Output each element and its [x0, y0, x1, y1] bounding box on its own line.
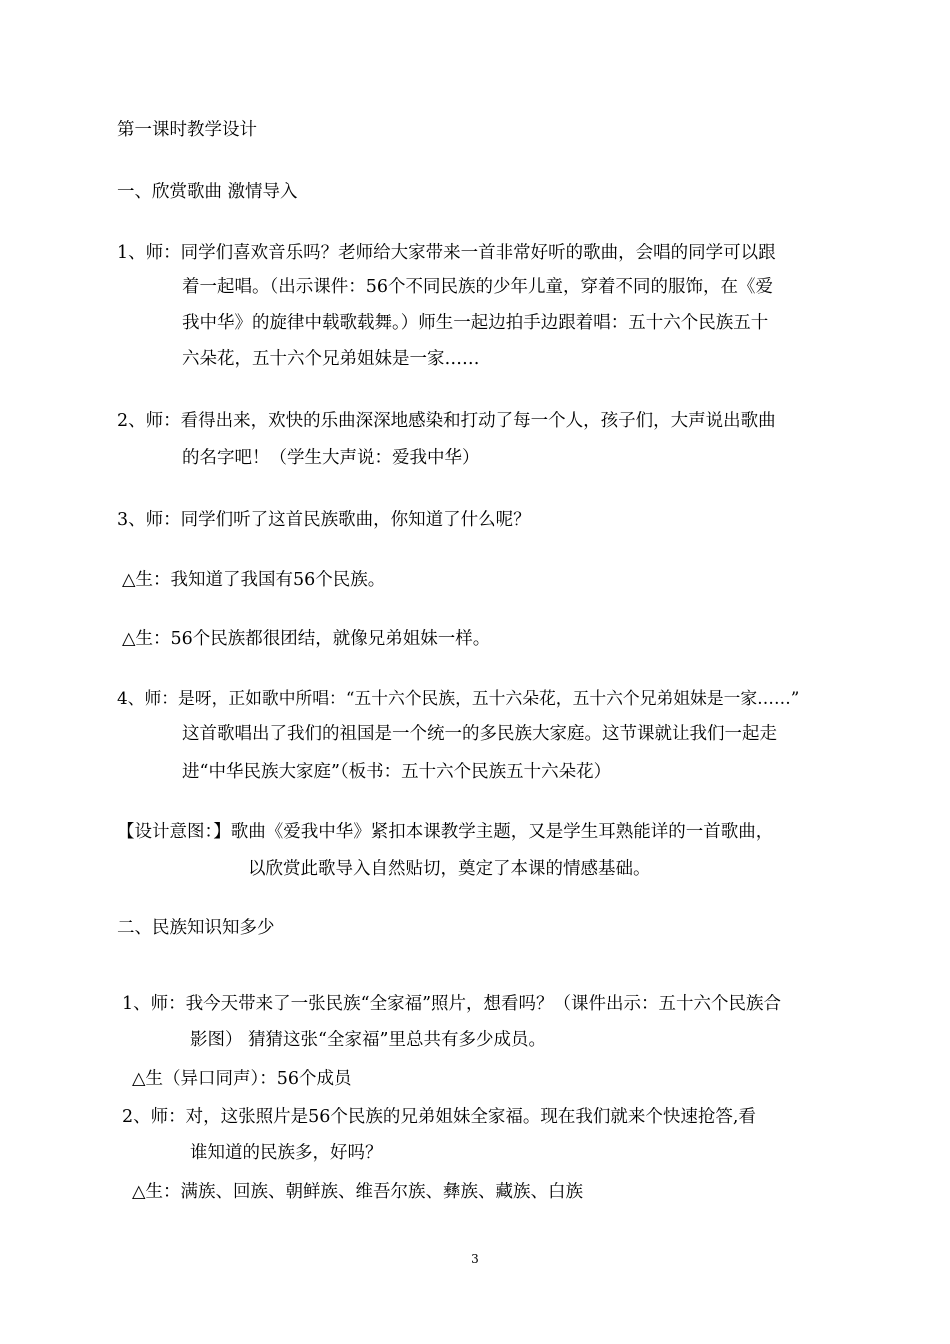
paragraph-line: 的名字吧！（学生大声说：爱我中华）: [182, 448, 480, 468]
student-response: △生：满族、回族、朝鲜族、维吾尔族、彝族、藏族、白族: [132, 1182, 583, 1202]
paragraph-line: 4、师：是呀，正如歌中所唱：“五十六个民族，五十六朵花，五十六个兄弟姐妹是一家……”: [117, 688, 800, 708]
paragraph-line: 谁知道的民族多，好吗？: [190, 1143, 383, 1163]
paragraph-line: 2、师：对，这张照片是56个民族的兄弟姐妹全家福。现在我们就来个快速抢答,看: [122, 1107, 756, 1127]
paragraph-line: 影图） 猜猜这张“全家福”里总共有多少成员。: [190, 1030, 546, 1050]
lesson-title: 第一课时教学设计: [117, 120, 257, 140]
paragraph-line: 着一起唱。（出示课件：56个不同民族的少年儿童，穿着不同的服饰，在《爱: [182, 277, 774, 297]
paragraph-line: 2、师：看得出来，欢快的乐曲深深地感染和打动了每一个人，孩子们，大声说出歌曲: [117, 411, 776, 431]
paragraph-line: 1、师：我今天带来了一张民族“全家福”照片，想看吗？（课件出示：五十六个民族合: [122, 994, 782, 1014]
paragraph-line: 1、师：同学们喜欢音乐吗？老师给大家带来一首非常好听的歌曲，会唱的同学可以跟: [117, 243, 776, 263]
student-response: △生：我知道了我国有56个民族。: [122, 570, 386, 590]
design-intent-line: 以欣赏此歌导入自然贴切，奠定了本课的情感基础。: [248, 859, 651, 879]
student-response: △生（异口同声）：56个成员: [132, 1069, 352, 1089]
paragraph-line: 进“中华民族大家庭”（板书：五十六个民族五十六朵花）: [182, 762, 612, 782]
paragraph-line: 3、师：同学们听了这首民族歌曲，你知道了什么呢？: [117, 510, 531, 530]
paragraph-line: 六朵花，五十六个兄弟姐妹是一家……: [182, 349, 480, 369]
section-1-heading: 一、欣赏歌曲 激情导入: [117, 182, 298, 202]
student-response: △生：56个民族都很团结，就像兄弟姐妹一样。: [122, 629, 491, 649]
page-number: 3: [471, 1252, 479, 1266]
paragraph-line: 我中华》的旋律中载歌载舞。）师生一起边拍手边跟着唱：五十六个民族五十: [182, 313, 769, 333]
design-intent-line: 【设计意图：】歌曲《爱我中华》紧扣本课教学主题，又是学生耳熟能详的一首歌曲，: [117, 822, 774, 842]
section-2-heading: 二、民族知识知多少: [117, 918, 275, 938]
paragraph-line: 这首歌唱出了我们的祖国是一个统一的多民族大家庭。这节课就让我们一起走: [182, 724, 777, 744]
